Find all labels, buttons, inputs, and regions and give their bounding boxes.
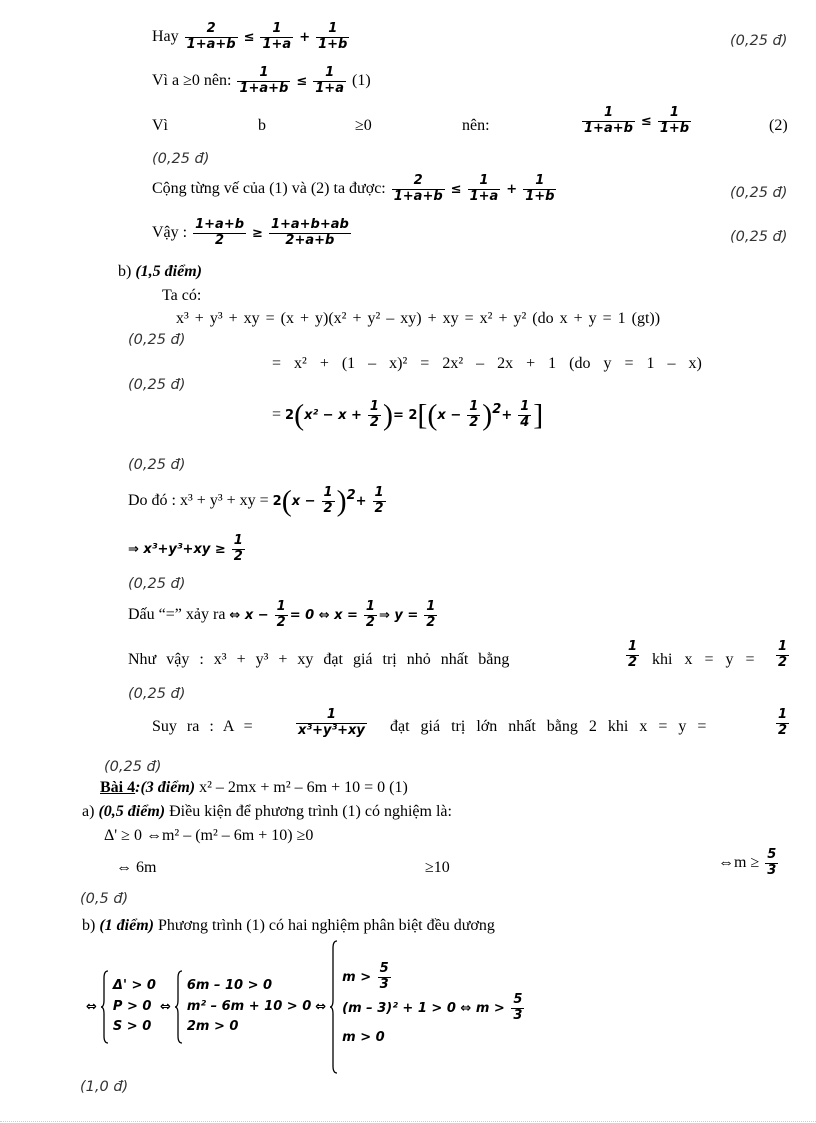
line-do-do: Do đó : x³ + y³ + xy = 2(x − $\frac{1}{2}$ )$^2$+ $\frac{1}{2}$ bbox=[128, 484, 384, 518]
fraction: $\frac{1}{1+a}$ bbox=[262, 21, 292, 52]
line-nhu-vay: Như vậy : x³ + y³ + xy đạt giá trị nhỏ nhất bằng bbox=[128, 651, 510, 668]
page-edge-divider bbox=[0, 1121, 816, 1122]
text-taco: Ta có: bbox=[162, 287, 202, 304]
fraction: $\frac{1}{2}$ bbox=[323, 485, 333, 516]
line-vi-b-label: Vì bbox=[152, 117, 168, 134]
fraction: $\frac{1}{1+b}$ bbox=[659, 105, 690, 136]
fraction: $\frac{1}{2}$ bbox=[276, 599, 286, 630]
fraction: $\frac{1}{2}$ bbox=[233, 533, 243, 564]
points-label: (0,25 đ) bbox=[128, 457, 186, 473]
fraction: $\frac{1}{1+a+b}$ bbox=[239, 65, 289, 96]
line-cong: Cộng từng vế của (1) và (2) ta được: $\frac{2}{1+a+b}$ ≤ $\frac{1}{1+a}$ + $\frac{1}{1+b}$ bbox=[152, 173, 555, 204]
points-label: (0,25 đ) bbox=[128, 686, 186, 702]
points-label: (0,25 đ) bbox=[104, 759, 162, 775]
points-label: (1,0 đ) bbox=[80, 1079, 129, 1095]
fraction: $\frac{1+a+b}{2}$ bbox=[195, 217, 245, 248]
line-vi-b-nen: nên: bbox=[462, 117, 490, 134]
fraction: $\frac{1}{2}$ bbox=[426, 599, 436, 630]
bai4-a-line2a: ⇔ 6m bbox=[116, 859, 157, 876]
fraction: $\frac{1}{2}$ bbox=[628, 639, 638, 670]
bai4-a-line2b: ≥10 bbox=[425, 859, 450, 876]
points-label: (0,25 đ) bbox=[152, 151, 210, 167]
fraction: $\frac{5}{3}$ bbox=[767, 847, 777, 878]
line-vi-b-ge: ≥0 bbox=[355, 117, 372, 134]
fraction-A bbox=[294, 708, 369, 739]
points-label: (0,5 đ) bbox=[80, 891, 129, 907]
fraction: $\frac{1}{4}$ bbox=[520, 399, 530, 430]
points-label: (0,25 đ) bbox=[128, 332, 186, 348]
fraction: $\frac{1}{2}$ bbox=[778, 639, 788, 670]
fraction: $\frac{1}{2}$ bbox=[365, 599, 375, 630]
bai4-b-heading: b) (1 điểm) Phương trình (1) có hai nghiệm phân biệt đều dương bbox=[82, 917, 495, 934]
line-b1: x³ + y³ + xy = (x + y)(x² + y² – xy) + xy = x² + y² (do x + y = 1 (gt)) bbox=[176, 310, 661, 327]
line-khi: khi x = y = bbox=[652, 651, 755, 668]
bai4-a-heading: a) (0,5 điểm) Điều kiện để phương trình (1) có nghiệm là: bbox=[82, 803, 452, 820]
fraction: $\frac{2}{1+a+b}$ bbox=[186, 21, 236, 52]
system-1: Δ' > 0 P > 0 S > 0 bbox=[112, 977, 156, 1035]
points-label: (0,25 đ) bbox=[730, 33, 788, 49]
fraction-min bbox=[624, 640, 641, 671]
text-hay: Hay bbox=[152, 28, 179, 46]
fraction: $\frac{1}{\text{x³+y³+xy}}$ bbox=[298, 707, 365, 738]
bai4-heading: Bài 4:(3 điểm) x² – 2mx + m² – 6m + 10 = 0 (1) bbox=[100, 779, 408, 796]
fraction: $\frac{1}{2}$ bbox=[374, 485, 384, 516]
line-vi-b-mark: (2) bbox=[769, 117, 788, 134]
line-b2: = x² + (1 – x)² = 2x² – 2x + 1 (do y = 1 – x) bbox=[272, 355, 702, 372]
bai4-b-system: ⇔ Δ' > 0 P > 0 S > 0 ⇔ 6m – 10 > 0 m² – 6m + 10 > 0 2m > 0 ⇔ m > $\frac{5}{3}$ (m – 3)² + 1 > 0 ⇔ m > $\frac{5}{3}$ m > 0 bbox=[86, 940, 526, 1074]
fraction: $\frac{1}{1+a+b}$ bbox=[584, 105, 633, 136]
line-vay: Vậy : $\frac{1+a+b}{2}$ ≥ $\frac{1+a+b+ab}{2+a+b}$ bbox=[152, 217, 349, 248]
points-label: (0,25 đ) bbox=[128, 576, 186, 592]
line-suy-ra: Suy ra : A = bbox=[152, 718, 253, 735]
brace-icon bbox=[101, 970, 109, 1044]
fraction-xy2 bbox=[774, 708, 791, 739]
fraction: $\frac{1}{2}$ bbox=[469, 399, 479, 430]
points-label: (0,25 đ) bbox=[730, 185, 788, 201]
line-implies: ⇒ x³+y³+xy ≥ $\frac{1}{2}$ bbox=[128, 533, 243, 564]
fraction: $\frac{1}{2}$ bbox=[369, 399, 379, 430]
bai4-a-line2c: ⇔m ≥ $\frac{5}{3}$ bbox=[718, 847, 777, 878]
part-b-heading: b) (1,5 điểm) bbox=[118, 263, 202, 280]
points-label: (0,25 đ) bbox=[128, 377, 186, 393]
system-3: m > $\frac{5}{3}$ (m – 3)² + 1 > 0 ⇔ m > $\frac{5}{3}$ m > 0 bbox=[342, 960, 523, 1045]
fraction: $\frac{1}{1+a}$ bbox=[315, 65, 344, 96]
points-label: (0,25 đ) bbox=[730, 229, 788, 245]
bai4-a-line1: Δ' ≥ 0 ⇔m² – (m² – 6m + 10) ≥0 bbox=[104, 827, 314, 844]
line-hay: Hay $\frac{2}{1+a+b}$ ≤ $\frac{1}{1+a}$ + $\frac{1}{1+b}$ bbox=[152, 21, 348, 52]
line-b3: = 2(x² − x + $\frac{1}{2}$ )= 2[(x − $\frac{1}{2}$ )$^2$+ $\frac{1}{4}$ ] bbox=[272, 398, 544, 432]
system-2: 6m – 10 > 0 m² – 6m + 10 > 0 2m > 0 bbox=[186, 977, 312, 1035]
fraction: $\frac{1}{1+b}$ bbox=[318, 21, 348, 52]
line-vi-b-var: b bbox=[258, 117, 266, 134]
line-dat-max: đạt giá trị lớn nhất bằng 2 khi x = y = bbox=[390, 718, 707, 735]
line-dau: Dấu “=” xảy ra ⇔ x − $\frac{1}{2}$ = 0 ⇔ x = $\frac{1}{2}$ ⇒ y = $\frac{1}{2}$ bbox=[128, 599, 436, 630]
fraction: $\frac{1}{1+b}$ bbox=[525, 173, 555, 204]
fraction: $\frac{2}{1+a+b}$ bbox=[393, 173, 443, 204]
fraction: $\frac{1+a+b+ab}{2+a+b}$ bbox=[270, 217, 349, 248]
fraction: $\frac{1}{1+a}$ bbox=[469, 173, 499, 204]
brace-icon bbox=[330, 940, 338, 1074]
fraction-xy bbox=[774, 640, 791, 671]
line-vi-b-ineq: $\frac{1}{1+a+b}$ ≤ $\frac{1}{1+b}$ bbox=[584, 105, 690, 136]
line-vi-a: Vì a ≥0 nên: $\frac{1}{1+a+b}$ ≤ $\frac{1}{1+a}$ (1) bbox=[152, 65, 371, 96]
brace-icon bbox=[175, 970, 183, 1044]
fraction: $\frac{1}{2}$ bbox=[778, 707, 788, 738]
